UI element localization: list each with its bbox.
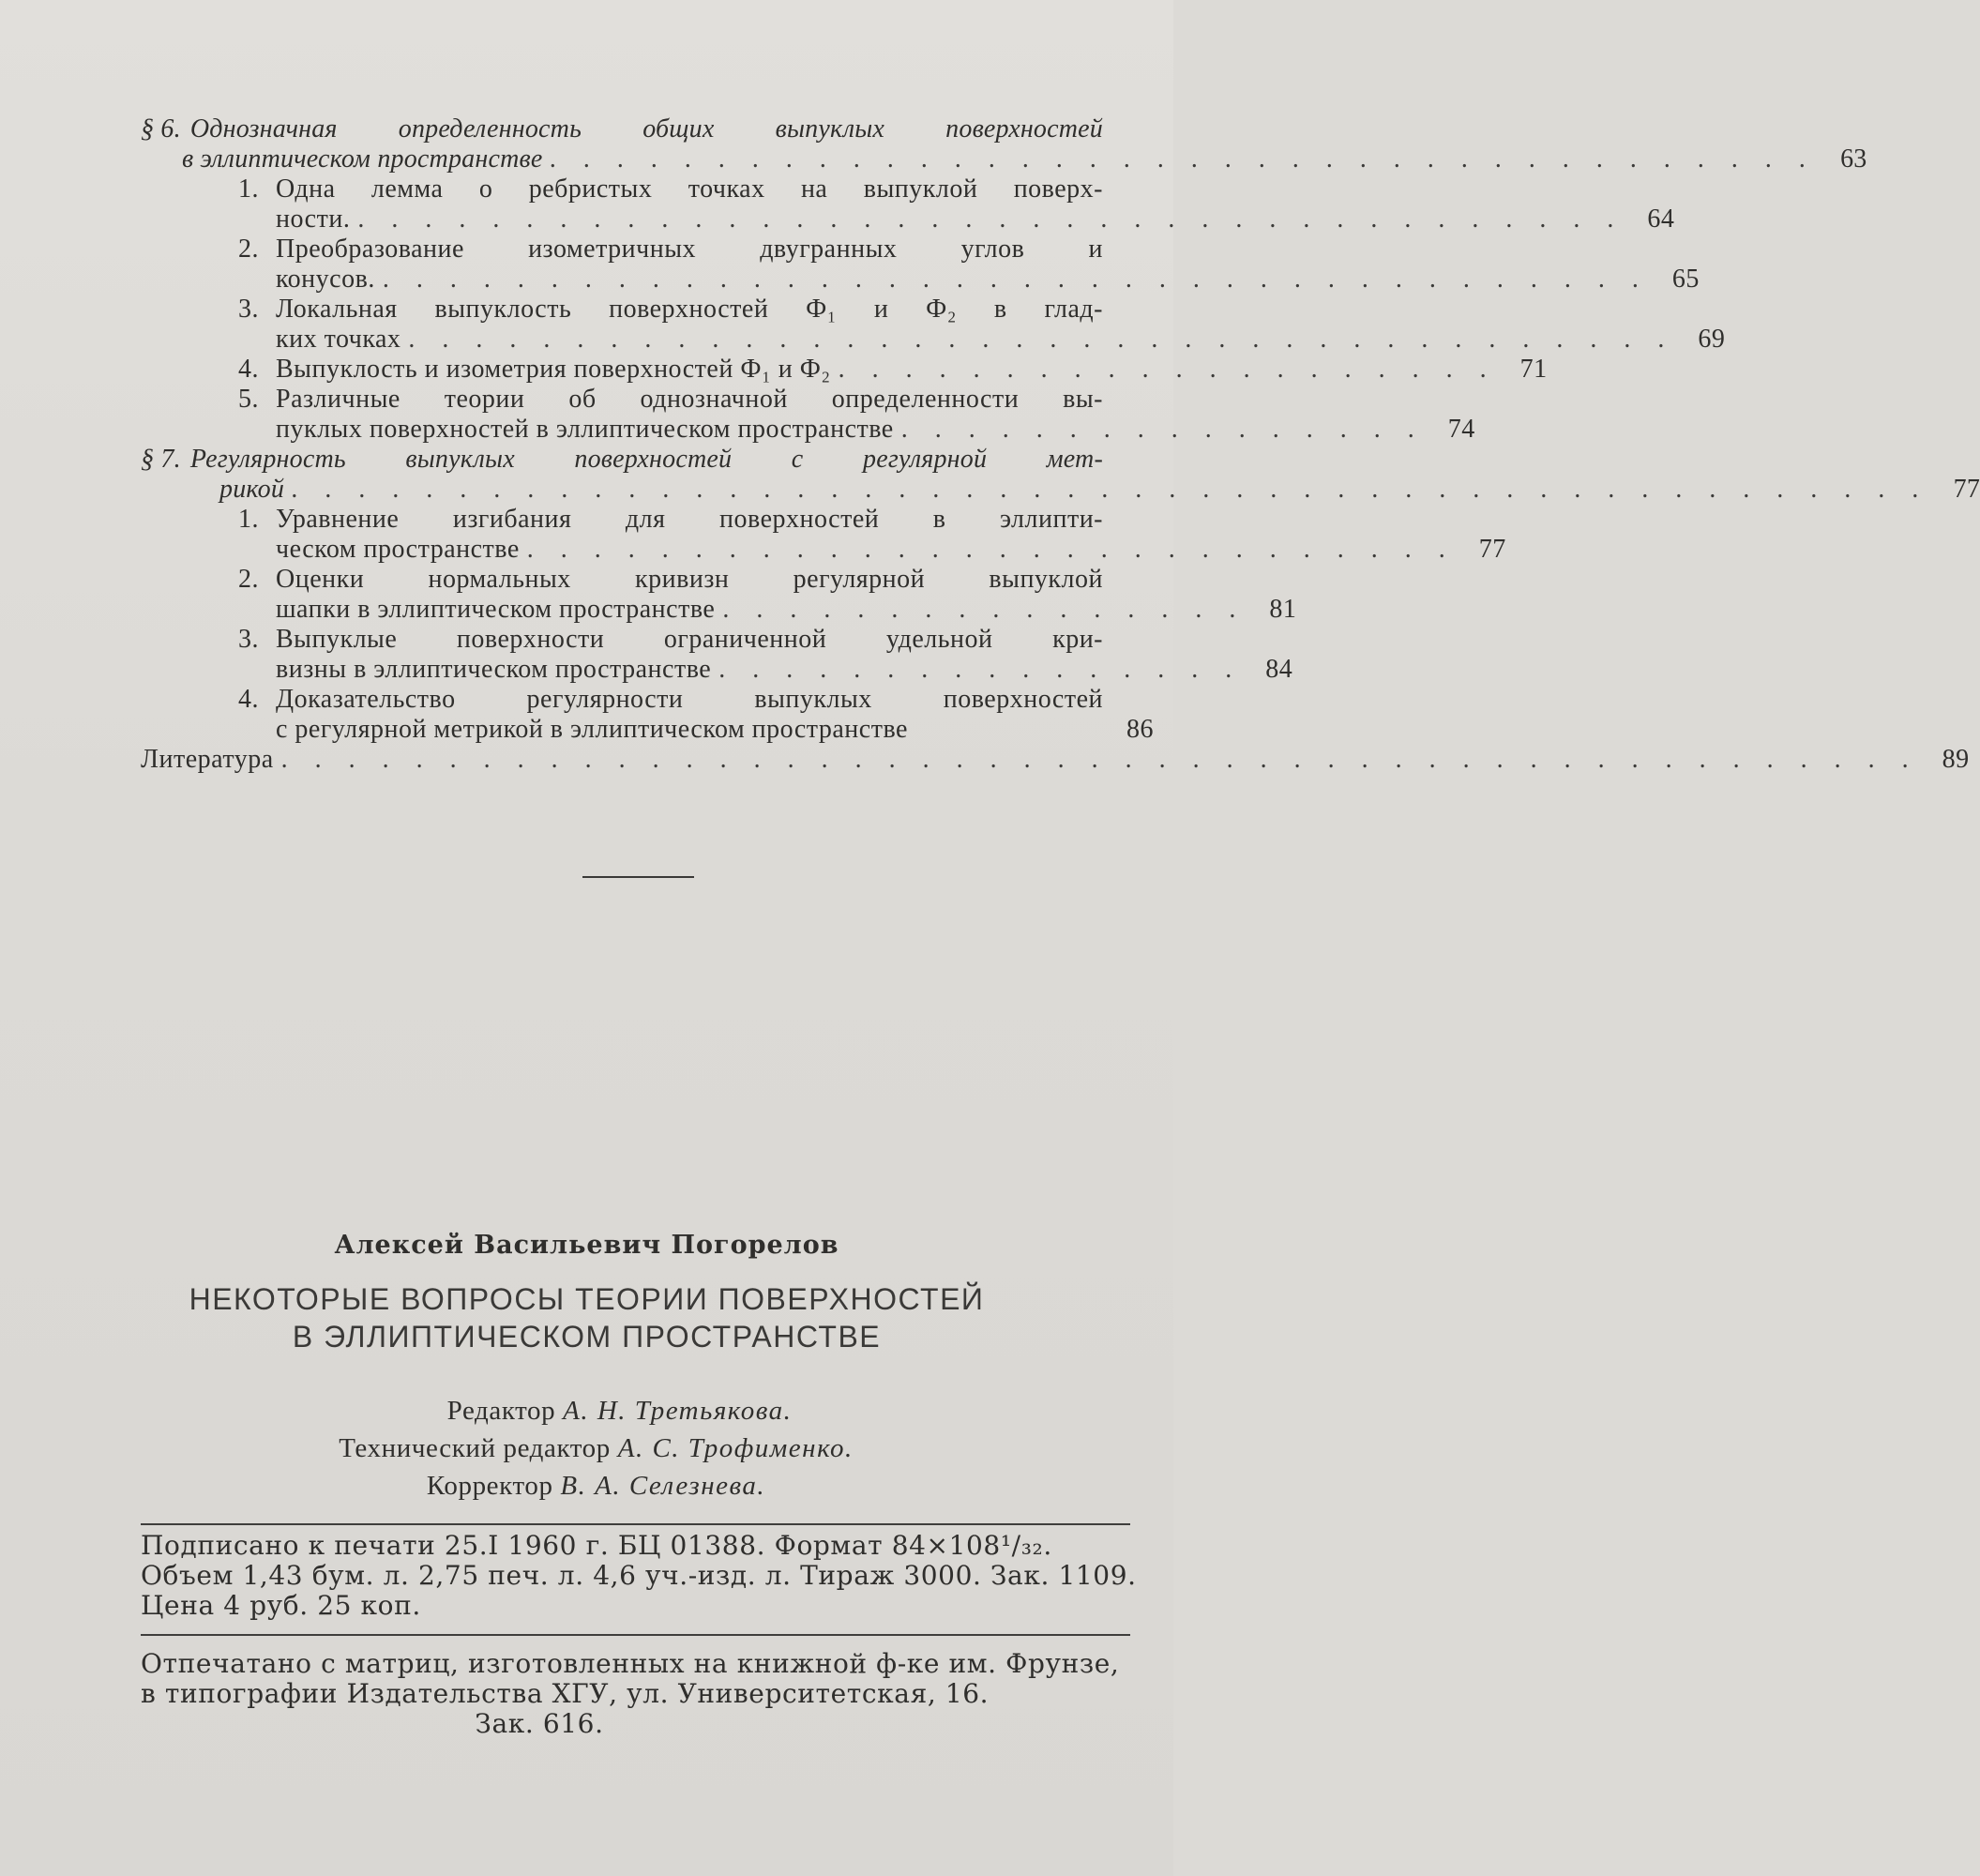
item-number: 3. bbox=[238, 295, 259, 324]
item-number: 4. bbox=[238, 355, 259, 384]
item-title-line2: пуклых поверхностей в эллиптическом пространстве bbox=[276, 415, 894, 444]
dot-leader: . . . . . . . . . . . . . . . . . . . . . . . . . . . . . . . . . . . . . . bbox=[550, 144, 1817, 174]
item-number: 1. bbox=[238, 505, 259, 534]
toc-item-6-4 bbox=[141, 355, 1548, 385]
item-title-line1: Локальная выпуклость поверхностей Ф₁ и Ф₂ в глад- bbox=[276, 295, 1103, 324]
item-title-line1: Доказательство регулярности выпуклых поверхностей bbox=[276, 685, 1103, 714]
item-title-line2: ких точках bbox=[276, 325, 401, 354]
page-number: 63 bbox=[1840, 144, 1867, 174]
item-title-line2: шапки в эллиптическом пространстве bbox=[276, 595, 716, 624]
dot-leader: . . . . . . . . . . . . . . . . . . . . bbox=[838, 355, 1497, 384]
item-title-line1: Оценки нормальных кривизн регулярной выпуклой bbox=[276, 565, 1103, 594]
dot-leader: . . . . . . . . . . . . . . . . bbox=[722, 595, 1247, 624]
dot-leader: . . . . . . . . . . . . . . . . . . . . . . . . . . . . . . . . . . . . . . . . . . . . . . . . . bbox=[280, 745, 1919, 774]
item-title-line1: Уравнение изгибания для поверхностей в эллипти- bbox=[276, 505, 1103, 534]
page-number: 81 bbox=[1269, 595, 1297, 624]
item-number: 2. bbox=[238, 565, 259, 594]
section-title-line1: Однозначная определенность общих выпуклых поверхностей bbox=[189, 114, 1103, 144]
literature-label: Литература bbox=[141, 745, 274, 774]
page-number: 84 bbox=[1265, 655, 1293, 684]
toc-item-6-5 bbox=[141, 385, 1475, 445]
item-title-line1: Выпуклость и изометрия поверхностей Ф₁ и Ф₂ bbox=[276, 355, 831, 384]
tech-editor-role: Технический редактор bbox=[339, 1433, 611, 1463]
page-number: 77 bbox=[1478, 535, 1506, 564]
toc-section-6 bbox=[141, 114, 1867, 174]
book-title-line1: НЕКОТОРЫЕ ВОПРОСЫ ТЕОРИИ ПОВЕРХНОСТЕЙ bbox=[189, 1282, 985, 1316]
section-divider bbox=[582, 876, 694, 878]
tech-editor-credit bbox=[0, 1430, 1173, 1467]
imprint-rule-bottom bbox=[141, 1634, 1130, 1636]
table-of-contents bbox=[141, 114, 1980, 775]
item-title-line1: Одна лемма о ребристых точках на выпуклой поверх- bbox=[276, 174, 1103, 204]
imprint-line2: Объем 1,43 бум. л. 2,75 печ. л. 4,6 уч.-изд. л. Тираж 3000. Зак. 1109. bbox=[141, 1560, 1137, 1591]
item-title-line2: визны в эллиптическом пространстве bbox=[276, 655, 712, 684]
page-number: 64 bbox=[1647, 204, 1675, 234]
section-number: § 7. bbox=[141, 445, 181, 474]
page-number: 71 bbox=[1519, 355, 1548, 384]
section-title-line2: рикой bbox=[219, 475, 285, 504]
toc-item-6-3 bbox=[141, 295, 1726, 355]
item-title-line2: ности. bbox=[276, 204, 351, 234]
section-title-line1: Регулярность выпуклых поверхностей с регулярной мет- bbox=[189, 445, 1103, 474]
editor-name: А. Н. Третьякова. bbox=[563, 1396, 793, 1426]
toc-item-7-3 bbox=[141, 625, 1293, 685]
toc-item-7-2 bbox=[141, 565, 1297, 625]
printing-line3: Зак. 616. bbox=[475, 1708, 604, 1739]
section-number: § 6. bbox=[141, 114, 181, 144]
toc-item-6-2 bbox=[141, 234, 1700, 295]
item-title-line2: конусов. bbox=[276, 265, 375, 294]
book-title bbox=[0, 1280, 1173, 1355]
page-number: 69 bbox=[1698, 325, 1726, 354]
imprint-block bbox=[141, 1531, 1135, 1621]
dot-leader: . . . . . . . . . . . . . . . . . . . . . . . . . . . . . . . . . . . . . . bbox=[382, 265, 1649, 294]
book-title-line2: В ЭЛЛИПТИЧЕСКОМ ПРОСТРАНСТВЕ bbox=[292, 1320, 882, 1354]
page-number: 74 bbox=[1447, 415, 1475, 444]
dot-leader: . . . . . . . . . . . . . . . . . . . . . . . . . . . . bbox=[526, 535, 1456, 564]
author-name: Алексей Васильевич Погорелов bbox=[334, 1231, 839, 1260]
page-number: 65 bbox=[1671, 265, 1700, 294]
editor-role: Редактор bbox=[446, 1396, 556, 1426]
item-title-line1: Выпуклые поверхности ограниченной удельной кри- bbox=[276, 625, 1103, 654]
toc-item-6-1 bbox=[141, 174, 1675, 234]
item-title-line2: ческом пространстве bbox=[276, 535, 520, 564]
dot-leader: . . . . . . . . . . . . . . . . bbox=[718, 655, 1243, 684]
corrector-role: Корректор bbox=[426, 1471, 553, 1501]
tech-editor-name: А. С. Трофименко. bbox=[617, 1433, 854, 1463]
printing-line2: в типографии Издательства ХГУ, ул. Университетская, 16. bbox=[141, 1678, 990, 1709]
editor-credit bbox=[0, 1392, 1173, 1430]
printing-info bbox=[141, 1649, 1135, 1739]
toc-item-7-4 bbox=[141, 685, 1154, 745]
toc-item-7-1 bbox=[141, 505, 1506, 565]
toc-section-7 bbox=[141, 445, 1980, 505]
item-number: 1. bbox=[238, 174, 259, 204]
imprint-rule-top bbox=[141, 1523, 1130, 1525]
dot-leader: . . . . . . . . . . . . . . . . . . . . . . . . . . . . . . . . . . . . . . bbox=[408, 325, 1675, 354]
page-number: 77 bbox=[1953, 475, 1980, 504]
page-number: 89 bbox=[1942, 745, 1970, 774]
corrector-credit bbox=[0, 1467, 1173, 1505]
dot-leader: . . . . . . . . . . . . . . . . . . . . . . . . . . . . . . . . . . . . . . . . . . . . . . . . . bbox=[292, 475, 1930, 504]
page-number: 86 bbox=[1126, 715, 1154, 744]
item-number: 3. bbox=[238, 625, 259, 654]
credits bbox=[0, 1392, 1173, 1505]
item-number: 2. bbox=[238, 234, 259, 264]
imprint-line1: Подписано к печати 25.I 1960 г. БЦ 01388. Формат 84×108¹/₃₂. bbox=[141, 1530, 1052, 1561]
section-title-line2: в эллиптическом пространстве bbox=[182, 144, 543, 174]
dot-leader: . . . . . . . . . . . . . . . . . . . . . . . . . . . . . . . . . . . . . . bbox=[357, 204, 1625, 234]
corrector-name: В. А. Селезнева. bbox=[560, 1471, 766, 1501]
dot-leader: . . . . . . . . . . . . . . . . bbox=[900, 415, 1425, 444]
item-number: 5. bbox=[238, 385, 259, 414]
item-title-line2: с регулярной метрикой в эллиптическом пространстве bbox=[276, 715, 908, 744]
item-number: 4. bbox=[238, 685, 259, 714]
item-title-line1: Различные теории об однозначной определенности вы- bbox=[276, 385, 1103, 414]
item-title-line1: Преобразование изометричных двугранных углов и bbox=[276, 234, 1103, 264]
imprint-line3: Цена 4 руб. 25 коп. bbox=[141, 1590, 421, 1621]
printing-line1: Отпечатано с матриц, изготовленных на книжной ф-ке им. Фрунзе, bbox=[141, 1648, 1120, 1679]
toc-literature bbox=[141, 745, 1970, 775]
